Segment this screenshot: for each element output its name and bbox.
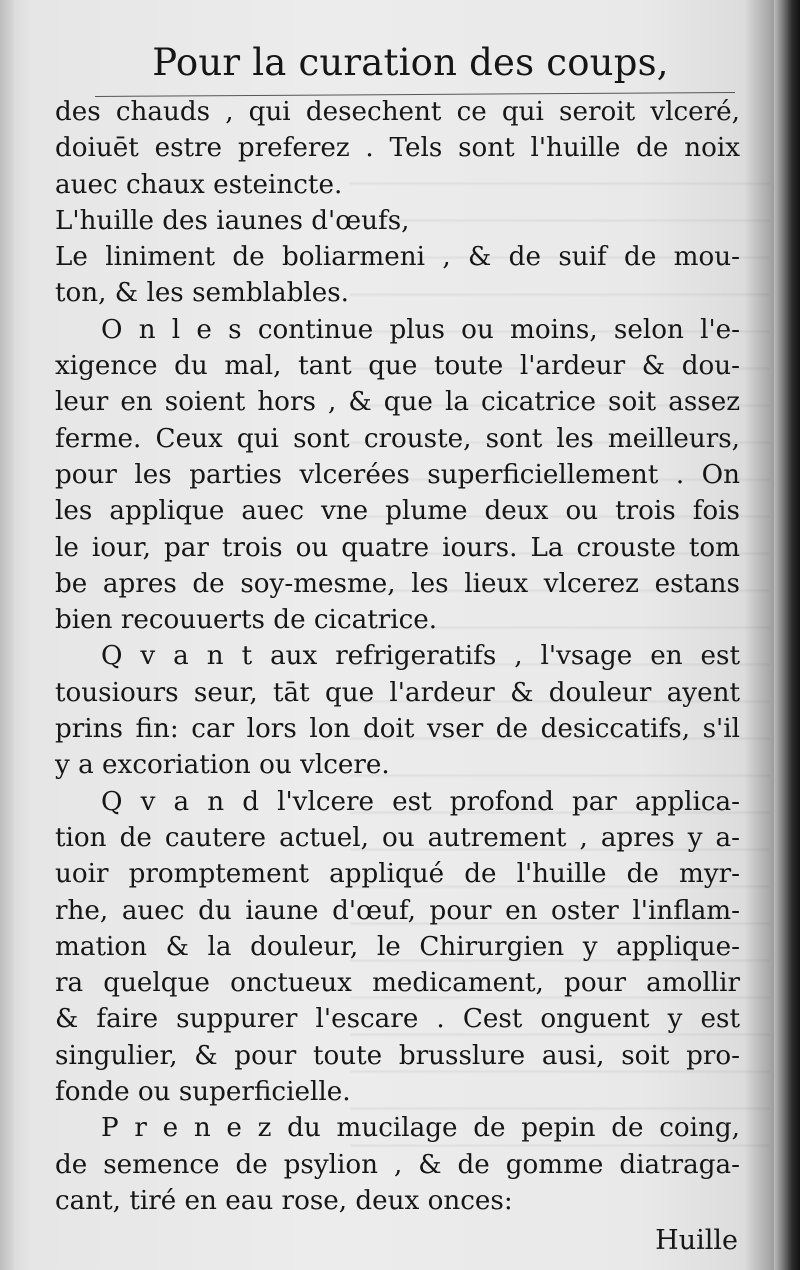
text-line: be apres de soy-mesme, les lieux vlcerez estans xyxy=(55,568,740,599)
text-line: pour les parties vlcerées superficiellement . On xyxy=(55,459,740,490)
text-line: tousiours seur, tāt que l'ardeur & douleur ayent xyxy=(55,677,740,708)
text-line: le iour, par trois ou quatre iours. La crouste tom xyxy=(55,532,740,563)
text-line: Le liniment de boliarmeni , & de suif de mou- xyxy=(55,242,740,273)
text-line: ra quelque onctueux medicament, pour amollir xyxy=(55,968,740,999)
text-line: L'huille des iaunes d'œufs, xyxy=(55,205,410,236)
text-line: rhe, auec du iaune d'œuf, pour en oster l'inflam- xyxy=(55,895,740,926)
text-line: Q v a n d l'vlcere est profond par applica- xyxy=(101,786,740,817)
text-line: y a excoriation ou vlcere. xyxy=(55,750,390,781)
text-line: de semence de psylion , & de gomme diatraga- xyxy=(55,1149,740,1180)
text-line: les applique auec vne plume deux ou trois fois xyxy=(55,496,740,527)
book-gutter-shadow xyxy=(774,0,800,1270)
text-line: des chauds , qui desechent ce qui seroit vlceré, xyxy=(55,97,740,127)
text-line: doiuēt estre preferez . Tels sont l'huille de noix xyxy=(55,133,740,164)
text-line: singulier, & pour toute brusslure ausi, soit pro- xyxy=(55,1040,740,1071)
text-line: prins fin: car lors lon doit vser de desiccatifs, s'il xyxy=(55,714,740,745)
body-text xyxy=(55,94,740,1219)
text-line: P r e n e z du mucilage de pepin de coing, xyxy=(101,1113,740,1144)
text-line: mation & la douleur, le Chirurgien y applique- xyxy=(55,931,740,962)
page-left-edge xyxy=(0,0,14,1270)
catchword: Huille xyxy=(655,1225,738,1257)
text-line: bien recouuerts de cicatrice. xyxy=(55,605,438,636)
text-line: O n l e s continue plus ou moins, selon l'e- xyxy=(101,314,740,345)
text-line: auec chaux esteincte. xyxy=(55,169,343,200)
text-line: xigence du mal, tant que toute l'ardeur & dou- xyxy=(55,351,740,382)
text-line: cant, tiré en eau rose, deux onces: xyxy=(55,1185,513,1216)
text-block xyxy=(55,38,740,1261)
text-line: fonde ou superficielle. xyxy=(55,1077,351,1108)
text-line: uoir promptement appliqué de l'huille de myr- xyxy=(55,859,740,890)
text-line: leur en soient hors , & que la cicatrice soit assez xyxy=(55,387,740,418)
text-line: ton, & les semblables. xyxy=(55,278,349,309)
text-line: ferme. Ceux qui sont crouste, sont les meilleurs, xyxy=(55,423,740,454)
running-head: Pour la curation des coups, xyxy=(152,41,669,84)
text-line: & faire suppurer l'escare . Cest onguent y est xyxy=(55,1004,740,1035)
text-line: tion de cautere actuel, ou autrement , apres y a- xyxy=(55,822,740,853)
text-line: Q v a n t aux refrigeratifs , l'vsage en est xyxy=(101,641,740,672)
